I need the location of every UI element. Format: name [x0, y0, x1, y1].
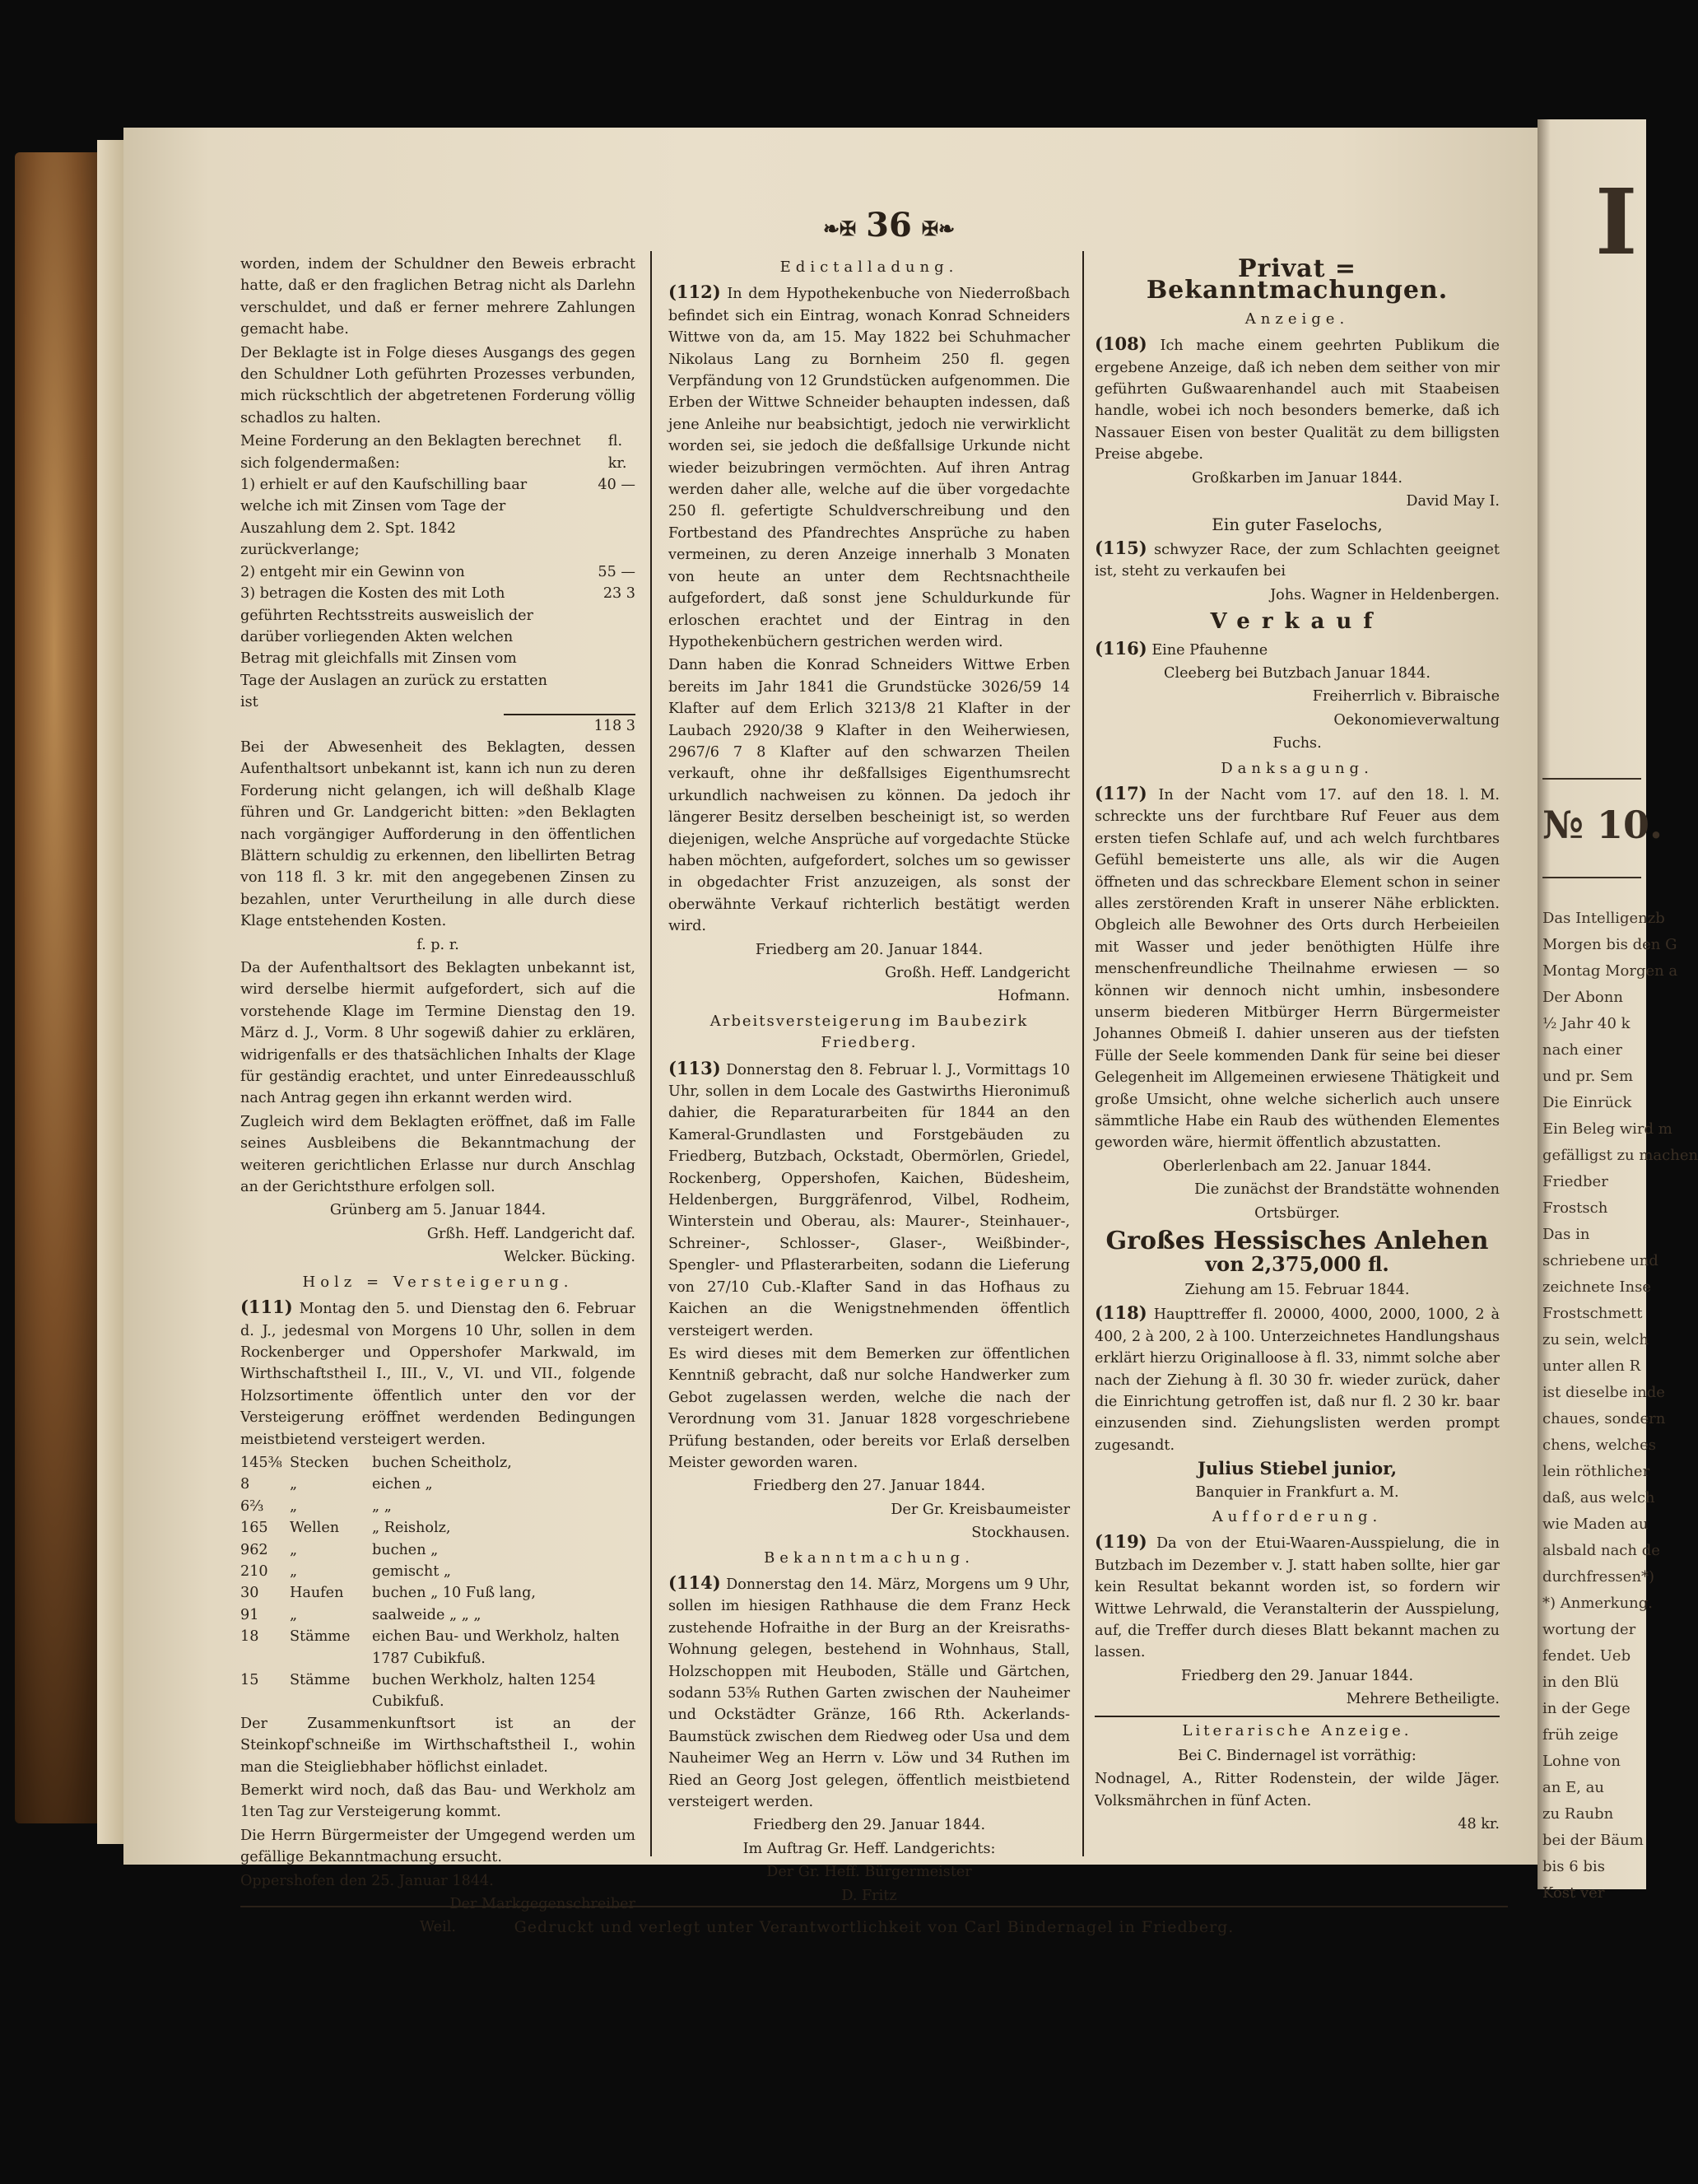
paragraph: Die Herrn Bürgermeister der Umgegend werden um gefällige Bekanntmachung ersucht.: [240, 1827, 635, 1866]
facing-page-line: zu Raubn: [1542, 1805, 1614, 1823]
signature: Banquier in Frankfurt a. M.: [1195, 1483, 1399, 1501]
facing-page-line: Frostschmett: [1542, 1305, 1643, 1322]
facing-page-rule: [1542, 877, 1641, 878]
facing-page-rule: [1542, 778, 1641, 780]
notice-108: [1095, 333, 1500, 465]
notice-number: (119): [1095, 1531, 1147, 1553]
place-date: Friedberg am 20. Januar 1844.: [755, 941, 984, 958]
claim-item: [240, 561, 635, 583]
signature: Stockhausen.: [971, 1525, 1070, 1542]
wood-description: buchen Scheitholz,: [372, 1454, 512, 1471]
column-divider: [1082, 251, 1084, 1856]
signature: Mehrere Betheiligte.: [1346, 1691, 1500, 1708]
notice-text: Donnerstag den 8. Februar l. J., Vormittags 10 Uhr, sollen in dem Locale des Gastwirths Hieronimuß dahier, die Reparaturarbeiten für 1844 an den Kameral-Grundlasten und Forstgebäuden zu Friedberg, Butzbach, Ockstadt, Obermörlen, Griedel, Rockenberg, Oppershofen, Kaichen, Büdesheim, Heldenbergen, Burggräfenrod, Vilbel, Rodheim, Winterstein und Oberau, als: Maurer-, Steinhauer-, Schreiner-, Schlosser-, Glaser-, Weißbinder-, Spengler- und Pflasterarbeiten, sodann die Lieferung von 27/10 Cub.-Klafter Sand in das Hofhaus zu Kaichen an die Wenigstnehmenden öffentlich versteigert werden.: [668, 1061, 1070, 1339]
loan-date: Ziehung am 15. Februar 1844.: [1184, 1281, 1410, 1298]
signature: Die zunächst der Brandstätte wohnenden: [1194, 1181, 1500, 1199]
wood-table: [240, 1452, 635, 1713]
signature: David May I.: [1406, 493, 1500, 510]
price: 48 kr.: [1458, 1816, 1500, 1833]
notice-text: Eine Pfauhenne: [1151, 641, 1268, 659]
notice-text: Montag den 5. und Dienstag den 6. Februar d. J., jedesmal von Morgens 10 Uhr, sollen in dem Rockenberger und Oppershofer Markwald, im Wirthschaftstheil I., III., V., VI. und VII., folgende Holzsortimente öffentlich unter den vor der Versteigerung eröffnet werdenden Bedingungen meistbietend versteigert werden.: [240, 1301, 635, 1448]
facing-page-line: chens, welches: [1542, 1437, 1656, 1454]
facing-page-issue-number: № 10.: [1542, 803, 1663, 847]
wood-description: „ „: [372, 1497, 392, 1515]
signature: Julius Stiebel junior,: [1197, 1458, 1398, 1479]
paragraph: Es wird dieses mit dem Bemerken zur öffentlichen Kenntniß gebracht, daß nur solche Handwerker zum Gebot zugelassen werden, welche die nach der Verordnung vom 31. Januar 1828 vorgeschriebene Prüfung bestanden, oder bereits vor Erlaß derselben Meister geworden waren.: [668, 1345, 1070, 1471]
paragraph: Da der Aufenthaltsort des Beklagten unbekannt ist, wird derselbe hiermit aufgefordert, sich auf die vorstehende Klage im Termine Dienstag den 19. März d. J., Vorm. 8 Uhr sogewiß dahier zu erklären, widrigenfalls er des thatsächlichen Inhalts der Klage für geständig erachtet, und unter Einredeausschluß nach Antrag gegen ihn erkannt werden wird.: [240, 960, 635, 1107]
facing-page-line: schriebene und: [1542, 1252, 1658, 1269]
signature: Der Gr. Kreisbaumeister: [891, 1501, 1070, 1518]
claim-header: [240, 431, 635, 474]
facing-page-line: zeichnete Inse: [1542, 1278, 1652, 1296]
facing-page-line: Friedber: [1542, 1173, 1608, 1190]
wood-unit: „: [290, 1497, 298, 1515]
wood-quantity: 8: [240, 1476, 250, 1493]
facing-page-line: wortung der: [1542, 1621, 1636, 1638]
column-2: [668, 254, 1070, 1908]
notice-119: [1095, 1531, 1500, 1663]
notice-text: In der Nacht vom 17. auf den 18. l. M. schreckte uns der furchtbare Ruf Feuer aus dem ersten tiefen Schlafe auf, und ach welch furchtbares Gefühl bemeisterte uns alle, als wir die Augen öffneten und das schreckbare Element schon in seiner alles zerstörenden Kraft in unserer Nähe erblickten. Obgleich alle Bewohner des Orts durch Herbeieilen mit Wasser und jeder benöthigten Hülfe ihre menschenfreundliche Theilnahme erwiesen — so können wir dennoch nicht umhin, insbesondere unserm biederen Mitbürger Herrn Bürgermeister Johannes Obmeiß I. dahier unseren aus der tiefsten Fülle der Seele kommenden Dank für seine bei dieser Gelegenheit im Allgemeinen erwiesene Thätigkeit und große Umsicht, ohne welche sicherlich auch unsere sämmtliche Habe ein Raub des wüthenden Elementes geworden wäre, hiermit öffentlich abzustatten.: [1095, 786, 1500, 1152]
header-ornament-right: ✠❧: [921, 216, 956, 240]
place-date: Friedberg den 29. Januar 1844.: [1180, 1667, 1414, 1684]
wood-description: saalweide „ „ „: [372, 1606, 481, 1623]
place-date: Friedberg den 29. Januar 1844.: [752, 1817, 986, 1834]
place-date: Großkarben im Januar 1844.: [1192, 469, 1403, 487]
facing-page-line: alsbald nach de: [1542, 1542, 1660, 1559]
page-header: [765, 206, 1012, 244]
wood-unit: Wellen: [290, 1520, 340, 1537]
facing-page-line: Die Einrück: [1542, 1094, 1632, 1111]
section-heading: Ein guter Faselochs,: [1212, 515, 1383, 535]
notice-114: [668, 1572, 1070, 1813]
paragraph: Bei der Abwesenheit des Beklagten, dessen Aufenthaltsort unbekannt ist, kann ich nun zu deren Forderung nicht gelangen, ich will deßhalb Klage führen und Gr. Landgericht bitten: »den Beklagten nach vorgängiger Aufforderung in den öffentlichen Blättern schuldig zu erkennen, den libellirten Betrag von 118 fl. 3 kr. mit den angegebenen Zinsen zu bezahlen, unter Verurtheilung in alle durch diese Klage entstehenden Kosten.: [240, 738, 635, 930]
signature: Im Auftrag Gr. Heff. Landgerichts:: [742, 1840, 996, 1857]
wood-description: gemischt „: [372, 1562, 451, 1580]
wood-quantity: 210: [240, 1562, 268, 1580]
paragraph: Dann haben die Konrad Schneiders Wittwe Erben bereits im Jahr 1841 die Grundstücke 3026/59 14 Klafter auf dem Erlich 3213/8 21 Klafter in der Laubach 2920/38 9 Klafter in den Weiherwiesen, 2967/6 7 8 Klafter auf den schwarzen Theilen verkauft, ohne ihr deßfallsiges Eigenthumsrecht urkundlich nachweisen zu können. Da jedoch ihr längerer Besitz derselben bescheinigt ist, so werden diejenigen, welche Ansprüche auf vorgedachte Stücke haben möchten, aufgefordert, solches um so gewisser in obgedachter Frist anzuzeigen, als sonst der oberwähnte Verkauf richterlich bestätigt werden wird.: [668, 657, 1070, 935]
wood-unit: Stämme: [290, 1628, 351, 1646]
facing-page-line: Kost ver: [1542, 1884, 1605, 1902]
signature: Der Gr. Heff. Bürgermeister: [766, 1864, 972, 1881]
column-divider: [650, 251, 652, 1856]
section-heading: Aufforderung.: [1212, 1507, 1383, 1525]
facing-page-line: bei der Bäum: [1542, 1832, 1644, 1849]
notice-text: Haupttreffer fl. 20000, 4000, 2000, 1000, 2 à 400, 2 à 200, 2 à 100. Unterzeichnetes Handlungshaus erklärt hierzu Originalloose à fl. 33, nimmt solche aber nach der Ziehung à fl. 30 30 fr. wieder zurück, daher die Einrichtung getroffen ist, daß nur fl. 2 30 kr. baar einzusenden sind. Ziehungslisten werden prompt zugesandt.: [1095, 1306, 1500, 1454]
wood-description: „ Reisholz,: [372, 1520, 451, 1537]
wood-unit: Stämme: [290, 1672, 351, 1688]
notice-text: Ich mache einem geehrten Publikum die ergebene Anzeige, daß ich neben dem seither von mir geführten Gußwaarenhandel auch mit Staabeisen handle, wobei ich noch besonders bemerke, daß ich Nassauer Eisen von bester Qualität zu dem billigsten Preise abgebe.: [1095, 338, 1500, 463]
signature: D. Fritz: [841, 1887, 897, 1904]
imprint-footer: Gedruckt und verlegt unter Verantwortlichkeit von Carl Bindernagel in Friedberg.: [514, 1918, 1235, 1936]
wood-description: eichen „: [372, 1476, 433, 1493]
wood-quantity: 91: [240, 1606, 259, 1623]
claim-text: 1) erhielt er auf den Kaufschilling baar welche ich mit Zinsen vom Tage der Auszahlung dem 2. Spt. 1842 zurückverlange;: [240, 477, 528, 559]
facing-page-line: an E, au: [1542, 1779, 1604, 1796]
paragraph: Der Beklagte ist in Folge dieses Ausgangs des gegen den Schuldner Loth geführten Prozesses verbunden, mich rückschtlich der abgetretenen Forderung völlig schadlos zu halten.: [240, 344, 635, 426]
notice-text: In dem Hypothekenbuche von Niederroßbach befindet sich ein Eintrag, wonach Konrad Schneiders Wittwe von da, am 15. May 1822 bei Schuhmacher Nikolaus Lang zu Bornheim 250 fl. gegen Verpfändung von 12 Grundstücken aufgenommen. Die Erben der Wittwe Schneider behaupten indessen, daß jene Anleihe nur beabsichtigt, jedoch nie verwirklicht worden sei, sie jedoch die deßfallsige Urkunde nicht wieder beizubringen vermöchten. Auf ihren Antrag werden daher alle, welche auf die über vorgedachte 250 fl. gefertigte Schuldverschreibung und den Fortbestand des Pfandrechtes Ansprüche zu haben vermeinen, zu deren Anzeige innerhalb 3 Monaten von heute an unter dem Rechtsnachtheile aufgefordert, daß sonst jene Schuldurkunde für erloschen erachtet und der Eintrag in den Hypothekenbüchern gestrichen werden wird.: [668, 286, 1070, 650]
paragraph: worden, indem der Schuldner den Beweis erbracht hatte, daß er den fraglichen Betrag nicht als Darlehn verschuldet, und daß er ferner mehrere Zahlungen gemacht habe.: [240, 256, 635, 338]
facing-page-line: bis 6 bis: [1542, 1858, 1605, 1875]
wood-quantity: 30: [240, 1585, 259, 1602]
notice-115: [1095, 538, 1500, 583]
facing-page-line: und pr. Sem: [1542, 1068, 1634, 1085]
paragraph: Bemerkt wird noch, daß das Bau- und Werkholz am 1ten Tag zur Versteigerung kommt.: [240, 1782, 635, 1821]
currency-unit: fl. kr.: [607, 433, 627, 472]
facing-page-line: Frostsch: [1542, 1199, 1608, 1217]
notice-text: Donnerstag den 14. März, Morgens um 9 Uhr, sollen im hiesigen Rathhause die dem Franz Heck zustehende Hofraithe in der Burg an der Kreisraths-Wohnung gelegen, bestehend in Wohnhaus, Stall, Holzschoppen mit Heuboden, Ställe und Gärtchen, sodann 53⅝ Ruthen Garten zwischen der Nauheimer und Ockstädter Gränze, 166 Rth. Ackerlands-Baumstück zwischen dem Riedweg oder Usa und dem Nauheimer Weg an Herrn v. Löw und 34 Ruthen im Ried an Georg Jost gelegen, öffentlich meistbietend versteigert werden.: [668, 1576, 1070, 1811]
facing-page-line: durchfressen*): [1542, 1568, 1655, 1586]
notice-number: (111): [240, 1297, 293, 1318]
place-date: Oppershofen den 25. Januar 1844.: [240, 1872, 494, 1889]
notice-number: (115): [1095, 537, 1147, 558]
page-number: 36: [866, 206, 912, 244]
wood-unit: „: [290, 1562, 298, 1580]
claim-text: 2) entgeht mir ein Gewinn von: [240, 563, 465, 580]
facing-page-line: chaues, sondern: [1542, 1410, 1666, 1427]
wood-unit: Stecken: [290, 1454, 349, 1471]
claim-value: 55 —: [598, 563, 635, 580]
facing-page-line: Ein Beleg wird m: [1542, 1120, 1672, 1138]
notice-113: [668, 1058, 1070, 1342]
section-heading: Edictalladung.: [779, 258, 959, 276]
facing-page-line: Morgen bis den G: [1542, 936, 1677, 953]
wood-description: eichen Bau- und Werkholz, halten 1787 Cubikfuß.: [372, 1628, 620, 1667]
facing-page-line: Der Abonn: [1542, 989, 1623, 1006]
column-3: [1095, 254, 1500, 1837]
notice-number: (113): [668, 1057, 721, 1078]
signature: Oekonomieverwaltung: [1333, 711, 1500, 729]
signature: Grßh. Heff. Landgericht daf.: [426, 1225, 635, 1242]
facing-page-line: wie Maden au: [1542, 1516, 1649, 1533]
notice-112: [668, 282, 1070, 653]
claim-item: [240, 474, 635, 561]
facing-page-line: lein röthlicher: [1542, 1463, 1650, 1480]
facing-page-line: in der Gege: [1542, 1700, 1631, 1717]
wood-description: buchen „ 10 Fuß lang,: [372, 1585, 536, 1602]
facing-page-line: fendet. Ueb: [1542, 1647, 1631, 1665]
section-heading: Holz = Versteigerung.: [302, 1273, 574, 1291]
claim-value: 40 —: [598, 477, 635, 494]
section-heading: Anzeige.: [1244, 310, 1350, 328]
place-date: Friedberg den 27. Januar 1844.: [752, 1478, 986, 1495]
notice-111: [240, 1297, 635, 1451]
wood-unit: „: [290, 1541, 298, 1558]
section-rule: [1095, 1716, 1500, 1717]
notice-117: [1095, 783, 1500, 1154]
paragraph: Bei C. Bindernagel ist vorräthig:: [1178, 1748, 1417, 1764]
wood-quantity: 165: [240, 1520, 268, 1537]
paragraph: Nodnagel, A., Ritter Rodenstein, der wilde Jäger. Volksmährchen in fünf Acten.: [1095, 1771, 1500, 1809]
section-heading: Arbeitsversteigerung im Baubezirk Friedberg.: [709, 1012, 1029, 1052]
section-heading: Bekanntmachung.: [764, 1548, 975, 1567]
signature: Weil.: [420, 1919, 456, 1936]
place-date: Grünberg am 5. Januar 1844.: [329, 1202, 547, 1219]
wood-description: buchen Werkholz, halten 1254 Cubikfuß.: [372, 1672, 596, 1711]
wood-unit: „: [290, 1476, 298, 1493]
loan-amount: von 2,375,000 fl.: [1205, 1252, 1389, 1277]
fpr-mark: f. p. r.: [416, 936, 459, 953]
facing-page-line: daß, aus welch: [1542, 1489, 1655, 1506]
signature: Ortsbürger.: [1254, 1204, 1340, 1222]
notice-number: (112): [668, 282, 721, 303]
column-1: [240, 254, 635, 1940]
wood-quantity: 145⅜: [240, 1454, 282, 1471]
section-title: Privat = Bekanntmachungen.: [1146, 254, 1449, 305]
notice-text: Da von der Etui-Waaren-Ausspielung, die in Butzbach im Dezember v. J. statt haben sollte, hier gar kein Resultat bekannt worden ist, so fordern wir Wittwe Lehrwald, die Veranstalterin der Ausspielung, auf, die Treffer durch dieses Blatt bekannt machen zu lassen.: [1095, 1535, 1500, 1661]
notice-118: [1095, 1302, 1500, 1456]
wood-description: buchen „: [372, 1541, 439, 1558]
place-date: Oberlerlenbach am 22. Januar 1844.: [1162, 1157, 1432, 1175]
paragraph: Der Zusammenkunftsort ist an der Steinkopf'schneiße im Wirthschaftstheil I., wohin man die Steigliebhaber höflichst einladet.: [240, 1715, 635, 1776]
claim-total: 118 3: [504, 714, 635, 737]
claim-value: 23 3: [602, 585, 635, 603]
facing-page-line: *) Anmerkung.: [1542, 1595, 1653, 1612]
notice-text: schwyzer Race, der zum Schlachten geeignet ist, steht zu verkaufen bei: [1095, 541, 1500, 580]
signature: Freiherrlich v. Bibraische: [1312, 688, 1500, 705]
facing-page-line: Das in: [1542, 1226, 1590, 1243]
header-ornament-left: ❧✠: [822, 216, 857, 240]
loan-title: Großes Hessisches Anlehen: [1105, 1227, 1489, 1256]
facing-page-line: unter allen R: [1542, 1357, 1641, 1375]
signature: Großh. Heff. Landgericht: [885, 965, 1070, 981]
facing-page-line: ½ Jahr 40 k: [1542, 1015, 1631, 1032]
facing-page-line: Montag Morgen a: [1542, 962, 1678, 980]
facing-page-line: Das Intelligenzb: [1542, 910, 1665, 927]
section-heading: Verkauf: [1210, 609, 1384, 635]
facing-page-line: früh zeige: [1542, 1726, 1619, 1744]
claim-text: 3) betragen die Kosten des mit Loth geführten Rechtsstreits ausweislich der darüber vorliegenden Akten welchen Betrag mit gleichfalls mit Zinsen vom Tage der Auslagen an zurück zu erstatten ist: [240, 585, 547, 711]
wood-quantity: 962: [240, 1541, 268, 1558]
notice-number: (118): [1095, 1302, 1147, 1324]
facing-page-line: nach einer: [1542, 1041, 1622, 1059]
signature: Welcker. Bücking.: [504, 1249, 635, 1266]
signature: Fuchs.: [1272, 735, 1322, 752]
wood-quantity: 18: [240, 1628, 259, 1646]
wood-quantity: 6⅔: [240, 1497, 264, 1515]
facing-page-line: in den Blü: [1542, 1674, 1620, 1691]
notice-116: [1095, 638, 1500, 661]
facing-page-line: Lohne von: [1542, 1753, 1621, 1770]
section-heading: Danksagung.: [1221, 759, 1374, 777]
signature: Johs. Wagner in Heldenbergen.: [1270, 586, 1500, 603]
facing-page-line: zu sein, welch: [1542, 1331, 1649, 1348]
notice-number: (114): [668, 1572, 721, 1593]
section-heading: Literarische Anzeige.: [1182, 1721, 1412, 1739]
signature: Hofmann.: [998, 988, 1070, 1005]
signature: Der Markgegenschreiber: [449, 1896, 635, 1913]
facing-page-fragment: [1538, 119, 1698, 1902]
notice-number: (116): [1095, 637, 1147, 659]
wood-unit: Haufen: [290, 1585, 344, 1602]
claim-item: [240, 583, 635, 713]
notice-number: (108): [1095, 333, 1147, 355]
facing-page-line: gefälligst zu machen: [1542, 1147, 1698, 1164]
facing-page-line: ist dieselbe inde: [1542, 1384, 1665, 1401]
place-date: Cleeberg bei Butzbach Januar 1844.: [1164, 664, 1431, 682]
wood-unit: „: [290, 1606, 298, 1623]
claim-intro: Meine Forderung an den Beklagten berechnet sich folgendermaßen:: [240, 433, 581, 472]
paragraph: Zugleich wird dem Beklagten eröffnet, daß im Falle seines Ausbleibens die Bekanntmachung der weiteren gerichtlichen Erlasse nur durch Anschlag an der Gerichtsthure erfolgen soll.: [240, 1113, 635, 1196]
wood-quantity: 15: [240, 1672, 259, 1688]
notice-number: (117): [1095, 782, 1147, 803]
facing-page-initial: I: [1595, 169, 1638, 275]
